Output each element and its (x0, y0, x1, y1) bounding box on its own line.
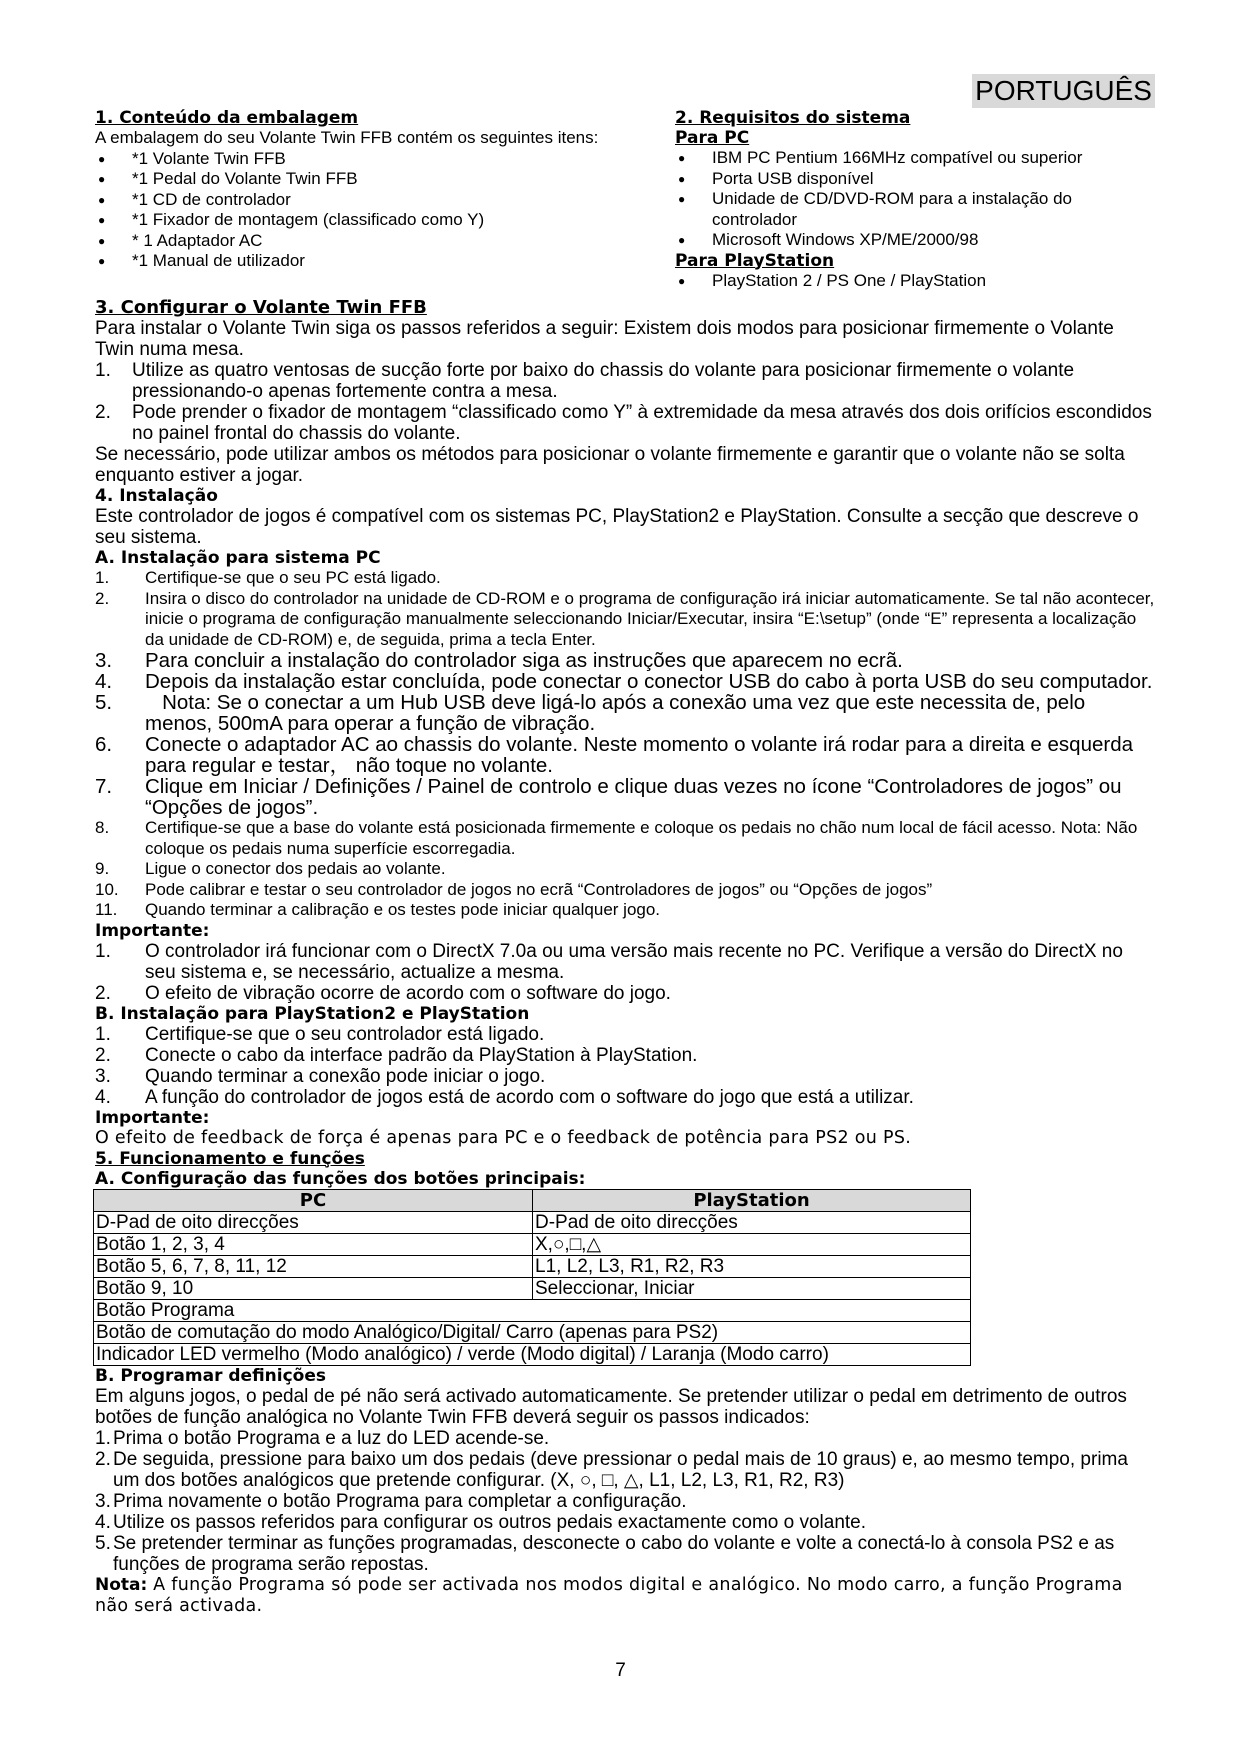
list-number: 5. (95, 691, 113, 714)
note-label: Nota: (95, 1574, 148, 1595)
list-text: Conecte o adaptador AC ao chassis do volante. Neste momento o volante irá rodar para a direita e esquerda para regular e testar， não toque no volante. (145, 733, 1139, 777)
list-number: 1. (95, 940, 111, 962)
list-number: 3. (95, 649, 113, 672)
list-item: ● * 1 Adaptador AC (95, 231, 655, 252)
list-number: 10. (95, 879, 119, 899)
list-item (95, 1066, 1155, 1087)
section-4a-title: A. Instalação para sistema PC (95, 548, 381, 568)
list-text: Insira o disco do controlador na unidade de CD-ROM e o programa de configuração irá iniciar automaticamente. Se tal não acontecer, inicie o programa de configuração manualmente seleccionando Iniciar/Executar, insira “E:\setup” (onde “E” representa a localização da unidade de CD-ROM) e, de seguida, prima a tecla Enter. (145, 588, 1159, 649)
list-item: ● Unidade de CD/DVD-ROM para a instalação do controlador (675, 189, 1155, 230)
system-requirements (675, 108, 1155, 291)
table-cell: X,○,□,△ (533, 1233, 971, 1255)
list-text: Conecte o cabo da interface padrão da PlayStation à PlayStation. (145, 1044, 698, 1066)
section-4b-title: B. Instalação para PlayStation2 e PlayStation (95, 1003, 530, 1024)
language-label: PORTUGUÊS (972, 74, 1155, 108)
table-cell: D-Pad de oito direcções (533, 1211, 971, 1233)
list-text: Utilize os passos referidos para configurar os outros pedais exactamente como o volante. (113, 1511, 867, 1533)
list-text: Nota: Se o conectar a um Hub USB deve ligá-lo após a conexão uma vez que este necessita de, pelo menos, 500mA para operar a função de vibração. (145, 691, 1091, 735)
table-header-playstation: PlayStation (533, 1189, 971, 1211)
list-number: 4. (95, 1511, 111, 1533)
table-cell: Botão 5, 6, 7, 8, 11, 12 (94, 1255, 533, 1277)
list-number: 9. (95, 859, 110, 878)
list-item (95, 671, 1155, 692)
table-cell: Indicador LED vermelho (Modo analógico) / verde (Modo digital) / Laranja (Modo carro) (94, 1343, 971, 1365)
ps-requirements-list (675, 271, 1155, 292)
list-text: A função do controlador de jogos está de acordo com o software do jogo que está a utilizar. (145, 1086, 914, 1108)
section-5a-title: A. Configuração das funções dos botões principais: (95, 1168, 586, 1189)
package-contents (95, 108, 655, 272)
list-text: Depois da instalação estar concluída, pode conectar o conector USB do cabo à porta USB do seu computador. (145, 670, 1153, 693)
list-item (95, 360, 1155, 402)
list-item (95, 650, 1155, 671)
table-row (94, 1211, 971, 1233)
list-text: Prima o botão Programa e a luz do LED acende-se. (113, 1427, 550, 1449)
table-header-row (94, 1189, 971, 1211)
table-row (94, 1255, 971, 1277)
list-text: Quando terminar a conexão pode iniciar o jogo. (145, 1065, 546, 1087)
list-item (95, 1045, 1155, 1066)
list-item (95, 859, 1155, 880)
table-cell: Seleccionar, Iniciar (533, 1277, 971, 1299)
table-cell: L1, L2, L3, R1, R2, R3 (533, 1255, 971, 1277)
list-item (95, 1533, 1155, 1575)
table-cell: Botão de comutação do modo Analógico/Digital/ Carro (apenas para PS2) (94, 1321, 971, 1343)
table-row (94, 1299, 971, 1321)
list-number: 1. (95, 568, 110, 587)
list-text: Certifique-se que o seu controlador está ligado. (145, 1023, 545, 1045)
important-1-title: Importante: (95, 920, 210, 941)
list-text: Certifique-se que o seu PC está ligado. (145, 568, 441, 587)
list-item (95, 1087, 1155, 1108)
list-item: ● PlayStation 2 / PS One / PlayStation (675, 271, 1155, 292)
list-number: 1. (95, 1023, 111, 1045)
list-number: 4. (95, 1086, 111, 1108)
section-4-title: 4. Instalação (95, 486, 218, 506)
list-item (95, 776, 1155, 818)
list-text: De seguida, pressione para baixo um dos pedais (deve pressionar o pedal mais de 10 graus) e, ao mesmo tempo, prima um dos botões analógicos que pretende configurar. (X, ○, □, △, L1, L2, L3, R1, R2, R3) (113, 1448, 1134, 1491)
list-item (95, 692, 1155, 734)
table-row (94, 1343, 971, 1365)
list-text: Para concluir a instalação do controlador siga as instruções que aparecem no ecrã. (145, 649, 903, 672)
list-item: ● *1 Pedal do Volante Twin FFB (95, 169, 655, 190)
list-item: ● *1 CD de controlador (95, 190, 655, 211)
list-item: ● Microsoft Windows XP/ME/2000/98 (675, 230, 1155, 251)
section-5-title: 5. Funcionamento e funções (95, 1148, 365, 1169)
page-number: 7 (615, 1660, 626, 1681)
important-2-text: O efeito de feedback de força é apenas para PC e o feedback de potência para PS2 ou PS. (95, 1127, 912, 1148)
table-row (94, 1277, 971, 1299)
list-item (95, 1449, 1155, 1491)
table-row (94, 1321, 971, 1343)
pc-requirements-list (675, 148, 1155, 251)
button-mapping-table (93, 1189, 971, 1366)
list-item: ● *1 Fixador de montagem (classificado como Y) (95, 210, 655, 231)
list-item: ● Porta USB disponível (675, 169, 1155, 190)
list-number: 2. (95, 1448, 111, 1470)
top-columns (95, 108, 1155, 298)
list-text: Clique em Iniciar / Definições / Painel de controlo e clique duas vezes no ícone “Controladores de jogos” ou “Opções de jogos”. (145, 775, 1128, 819)
list-text: Se pretender terminar as funções programadas, desconecte o cabo do volante e volte a conectá-lo à consola PS2 e as funções de programa serão repostas. (113, 1532, 1120, 1575)
list-item (95, 1024, 1155, 1045)
list-item (95, 1512, 1155, 1533)
list-number: 2. (95, 402, 111, 423)
list-item (95, 880, 1155, 901)
section-4-intro: Este controlador de jogos é compatível com os sistemas PC, PlayStation2 e PlayStation. Consulte a secção que descreve o seu sistema. (95, 506, 1139, 548)
list-number: 1. (95, 360, 111, 381)
list-number: 2. (95, 1044, 111, 1066)
table-cell: Botão 9, 10 (94, 1277, 533, 1299)
important-2-title: Importante: (95, 1107, 210, 1128)
list-number: 4. (95, 670, 113, 693)
list-item (95, 818, 1155, 859)
list-text: Prima novamente o botão Programa para completar a configuração. (113, 1490, 687, 1512)
section-1-title: 1. Conteúdo da embalagem (95, 108, 359, 128)
list-text: Ligue o conector dos pedais ao volante. (145, 859, 446, 878)
list-number: 8. (95, 818, 110, 837)
list-item (95, 734, 1155, 776)
list-number: 11. (95, 900, 118, 919)
section-3-steps (95, 360, 1158, 444)
section-5b-title: B. Programar definições (95, 1365, 327, 1386)
list-item (95, 900, 1155, 921)
main-content (95, 297, 1159, 1617)
section-3-outro: Se necessário, pode utilizar ambos os métodos para posicionar o volante firmemente e garantir que o volante não se solta enquanto estiver a jogar. (95, 444, 1125, 486)
note (95, 1575, 1155, 1617)
section-3-intro: Para instalar o Volante Twin siga os passos referidos a seguir: Existem dois modos para posicionar firmemente o Volante Twin numa mesa. (95, 318, 1114, 360)
list-item (95, 983, 1155, 1004)
list-item: ● *1 Manual de utilizador (95, 251, 655, 272)
section-3-title: 3. Configurar o Volante Twin FFB (95, 297, 427, 318)
pc-requirements-title: Para PC (675, 128, 750, 148)
list-text: Pode calibrar e testar o seu controlador de jogos no ecrã “Controladores de jogos” ou “Opções de jogos” (145, 879, 933, 899)
note-text: A função Programa só pode ser activada nos modos digital e analógico. No modo carro, a função Programa não será activada. (95, 1574, 1123, 1616)
table-cell: Botão 1, 2, 3, 4 (94, 1233, 533, 1255)
list-text: Pode prender o fixador de montagem “classificado como Y” à extremidade da mesa através dos dois orifícios escondidos no painel frontal do chassis do volante. (132, 402, 1158, 444)
table-header-pc: PC (94, 1189, 533, 1211)
list-item: ● IBM PC Pentium 166MHz compatível ou superior (675, 148, 1155, 169)
list-number: 3. (95, 1065, 111, 1087)
list-number: 5. (95, 1532, 111, 1554)
list-item (95, 941, 1155, 983)
list-number: 7. (95, 775, 113, 798)
table-cell: D-Pad de oito direcções (94, 1211, 533, 1233)
list-text: O controlador irá funcionar com o DirectX 7.0a ou uma versão mais recente no PC. Verifique a versão do DirectX no seu sistema e, se necessário, actualize a mesma. (145, 940, 1129, 983)
list-number: 2. (95, 982, 111, 1004)
pc-install-steps (95, 568, 1159, 921)
table-row (94, 1233, 971, 1255)
list-number: 3. (95, 1490, 111, 1512)
ps-install-steps (95, 1024, 1155, 1108)
list-item (95, 588, 1159, 651)
list-item: ● *1 Volante Twin FFB (95, 149, 655, 170)
section-5b-intro: Em alguns jogos, o pedal de pé não será activado automaticamente. Se pretender utilizar o pedal em detrimento de outros botões de função analógica no Volante Twin FFB deverá seguir os passos indicados: (95, 1385, 1127, 1428)
list-text: Quando terminar a calibração e os testes pode iniciar qualquer jogo. (145, 900, 661, 919)
section-1-intro: A embalagem do seu Volante Twin FFB contém os seguintes itens: (95, 128, 599, 147)
list-number: 2. (95, 588, 110, 608)
list-item (95, 402, 1158, 444)
ps-requirements-title: Para PlayStation (675, 250, 835, 271)
list-item (95, 568, 1155, 589)
section-2-title: 2. Requisitos do sistema (675, 108, 911, 128)
list-text: Utilize as quatro ventosas de sucção forte por baixo do chassis do volante para posicionar firmemente o volante pressionando-o apenas fortemente contra a mesa. (132, 360, 1080, 402)
list-item (95, 1491, 1155, 1512)
list-text: O efeito de vibração ocorre de acordo com o software do jogo. (145, 982, 671, 1004)
important-1-list (95, 941, 1155, 1004)
list-text: Certifique-se que a base do volante está posicionada firmemente e coloque os pedais no chão num local de fácil acesso. Nota: Não coloque os pedais numa superfície escorregadia. (145, 818, 1143, 858)
list-number: 1. (95, 1427, 111, 1449)
program-steps (95, 1428, 1155, 1575)
list-number: 6. (95, 733, 113, 756)
list-item (95, 1428, 1155, 1449)
table-cell: Botão Programa (94, 1299, 971, 1321)
package-list (95, 149, 655, 272)
